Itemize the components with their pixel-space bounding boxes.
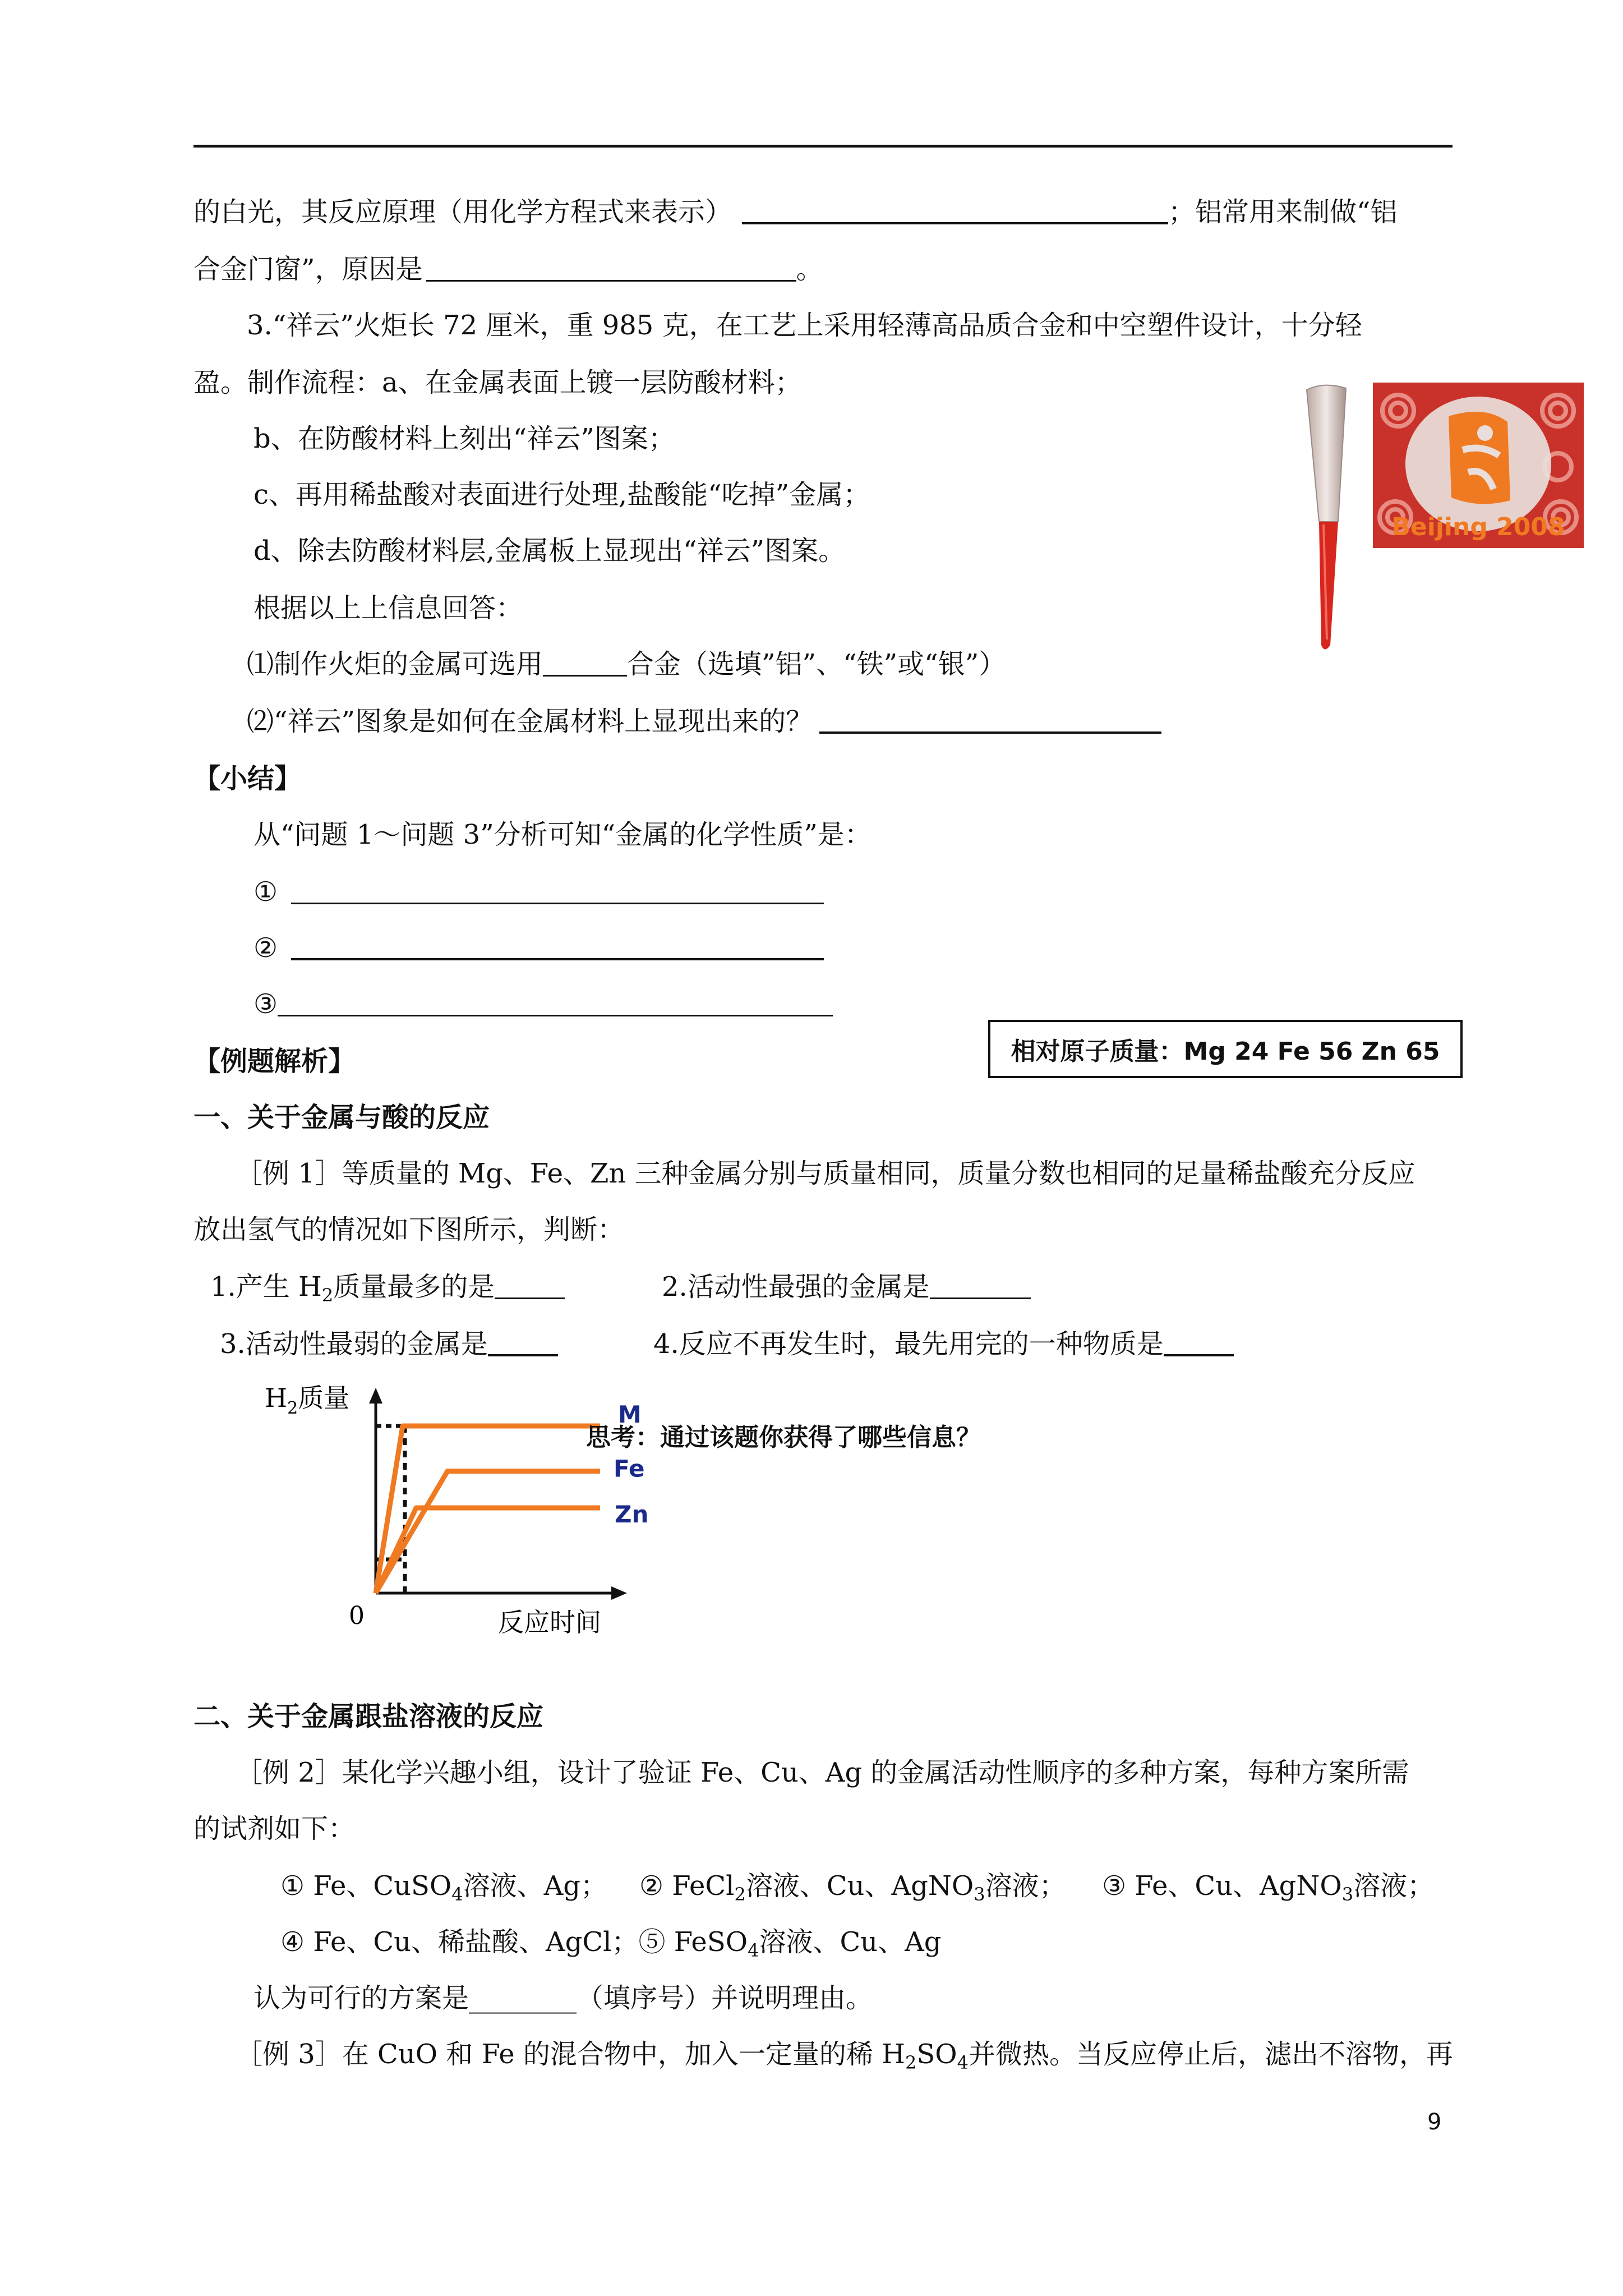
subscript: 4 — [748, 1940, 759, 1961]
series-label-zn: Zn — [615, 1501, 649, 1529]
text-line: c、再用稀盐酸对表面进行处理,盐酸能“吃掉”金属； — [253, 479, 870, 510]
ylabel-sub: 2 — [287, 1398, 298, 1418]
think-prompt: 思考：通过该题你获得了哪些信息？ — [586, 1423, 981, 1452]
ylabel-main: H — [265, 1383, 288, 1413]
text: 溶液、Cu、Ag — [759, 1926, 942, 1958]
text: 2.活动性最强的金属是 — [662, 1271, 930, 1303]
atomic-mass: 相对原子质量：Mg 24 Fe 56 Zn 65 — [1011, 1037, 1440, 1066]
text-line: b、在防酸材料上刻出“祥云”图案； — [253, 423, 675, 454]
page-number: 9 — [1427, 2109, 1442, 2135]
emblem-text: Beijing 2008 — [1391, 513, 1565, 541]
text-line — [247, 647, 1006, 681]
option-line — [639, 1869, 1066, 1911]
text: 合金（选填”铝”、“铁”或“银”） — [627, 648, 1006, 680]
atomic-mass-box — [988, 1020, 1463, 1078]
chart-xlabel: 反应时间 — [498, 1607, 601, 1637]
subscript: 2 — [905, 2052, 917, 2073]
text: 溶液、Cu、AgNO — [745, 1870, 974, 1902]
x-axis-arrow — [611, 1586, 627, 1600]
h2-mass-chart — [252, 1369, 656, 1649]
option-line — [280, 1869, 607, 1911]
series-lines — [376, 1426, 600, 1593]
text: 合金门窗”，原因是 — [193, 254, 423, 285]
section-1-heading: 一、关于金属与酸的反应 — [193, 1102, 490, 1133]
text-line — [193, 195, 1398, 229]
text: 3.活动性最弱的金属是 — [220, 1328, 488, 1360]
text-line: 根据以上上信息回答： — [253, 592, 523, 624]
subscript: 2 — [321, 1285, 334, 1306]
summary-intro: 从“问题 1～问题 3”分析可知“金属的化学性质”是： — [253, 819, 872, 850]
chart-origin: 0 — [349, 1602, 365, 1630]
text: ③ Fe、Cu、AgNO — [1102, 1870, 1342, 1902]
text: ⑵“祥云”图象是如何在金属材料上显现出来的？ — [247, 706, 813, 737]
text: 并微热。当反应停止后，滤出不溶物，再 — [968, 2039, 1453, 2070]
series-label-m: M — [618, 1401, 642, 1428]
subscript: 3 — [1341, 1884, 1354, 1905]
section-2-heading: 二、关于金属跟盐溶液的反应 — [193, 1701, 544, 1732]
text-line: 盈。制作流程：a、在金属表面上镀一层防酸材料； — [193, 367, 802, 398]
text-line — [193, 252, 823, 286]
beijing-2008-emblem-image — [1373, 383, 1584, 548]
subscript: 2 — [734, 1884, 746, 1905]
question-1 — [210, 1270, 565, 1312]
text: ① Fe、CuSO — [280, 1870, 452, 1902]
subscript: 4 — [957, 2052, 969, 2073]
text: 。 — [796, 254, 823, 285]
text: 溶液； — [985, 1870, 1066, 1902]
answer-blank[interactable] — [819, 706, 1161, 734]
examples-heading: 【例题解析】 — [193, 1046, 356, 1077]
option-line — [280, 1925, 941, 1967]
text: ；铝常用来制做“铝 — [1168, 196, 1398, 228]
answer-blank[interactable] — [291, 932, 824, 960]
text: ［例 3］在 CuO 和 Fe 的混合物中，加入一定量的稀 H — [236, 2039, 906, 2070]
example-2: ［例 2］某化学兴趣小组，设计了验证 Fe、Cu、Ag 的金属活动性顺序的多种方案，每种方案所需 — [236, 1757, 1409, 1788]
answer-blank[interactable] — [1164, 1328, 1234, 1356]
text: ① — [253, 876, 278, 908]
option-line — [1102, 1869, 1434, 1911]
series-labels — [614, 1401, 648, 1528]
example-3 — [236, 2037, 1453, 2079]
summary-heading: 【小结】 — [193, 763, 302, 794]
answer-blank[interactable] — [488, 1328, 558, 1356]
answer-blank[interactable] — [495, 1272, 565, 1299]
text-line: d、除去防酸材料层,金属板上显现出“祥云”图案。 — [253, 535, 846, 567]
text-line — [247, 705, 1161, 738]
question-2 — [662, 1270, 1031, 1304]
answer-blank[interactable] — [278, 989, 833, 1016]
torch-image — [1290, 381, 1357, 662]
chart-ylabel — [265, 1383, 349, 1418]
answer-blank[interactable] — [742, 196, 1168, 224]
subscript: 4 — [451, 1884, 463, 1905]
text: ③ — [253, 988, 278, 1020]
text: ② — [253, 932, 278, 964]
answer-blank[interactable] — [426, 254, 796, 282]
example-1: ［例 1］等质量的 Mg、Fe、Zn 三种金属分别与质量相同，质量分数也相同的足量稀盐酸充分反应 — [236, 1158, 1415, 1189]
series-line-zn — [376, 1508, 600, 1593]
summary-item — [253, 987, 833, 1021]
text: 1.产生 H — [210, 1271, 322, 1303]
text: 的白光，其反应原理（用化学方程式来表示） — [193, 196, 732, 228]
series-line-fe — [376, 1471, 600, 1593]
question-3: 3.“祥云”火炬长 72 厘米，重 985 克，在工艺上采用轻薄高品质合金和中空塑件设计，十分轻 — [247, 310, 1362, 341]
text: 溶液； — [1353, 1870, 1435, 1902]
summary-item — [253, 931, 824, 965]
feasible-answer: 认为可行的方案是________（填序号）并说明理由。 — [253, 1982, 873, 2014]
text: SO — [916, 2039, 957, 2070]
summary-item — [253, 875, 824, 909]
text: 质量最多的是 — [333, 1271, 495, 1303]
header-rule — [193, 145, 1453, 148]
text: ② FeCl — [639, 1870, 735, 1902]
question-4 — [653, 1327, 1234, 1361]
text-line: 的试剂如下： — [193, 1813, 356, 1844]
answer-blank[interactable] — [930, 1272, 1031, 1299]
text-line: 放出氢气的情况如下图所示，判断： — [193, 1214, 625, 1245]
text: ④ Fe、Cu、稀盐酸、AgCl；⑤ FeSO — [280, 1926, 748, 1958]
ylabel-rest: 质量 — [298, 1383, 350, 1413]
subscript: 3 — [974, 1884, 985, 1905]
text: 4.反应不再发生时，最先用完的一种物质是 — [653, 1328, 1164, 1360]
series-label-fe: Fe — [614, 1455, 645, 1483]
text: ⑴制作火炬的金属可选用 — [247, 648, 543, 680]
question-3 — [220, 1327, 558, 1361]
answer-blank[interactable] — [543, 649, 627, 677]
text: 溶液、Ag； — [463, 1870, 608, 1902]
answer-blank[interactable] — [291, 877, 824, 904]
y-axis-arrow — [369, 1388, 382, 1404]
